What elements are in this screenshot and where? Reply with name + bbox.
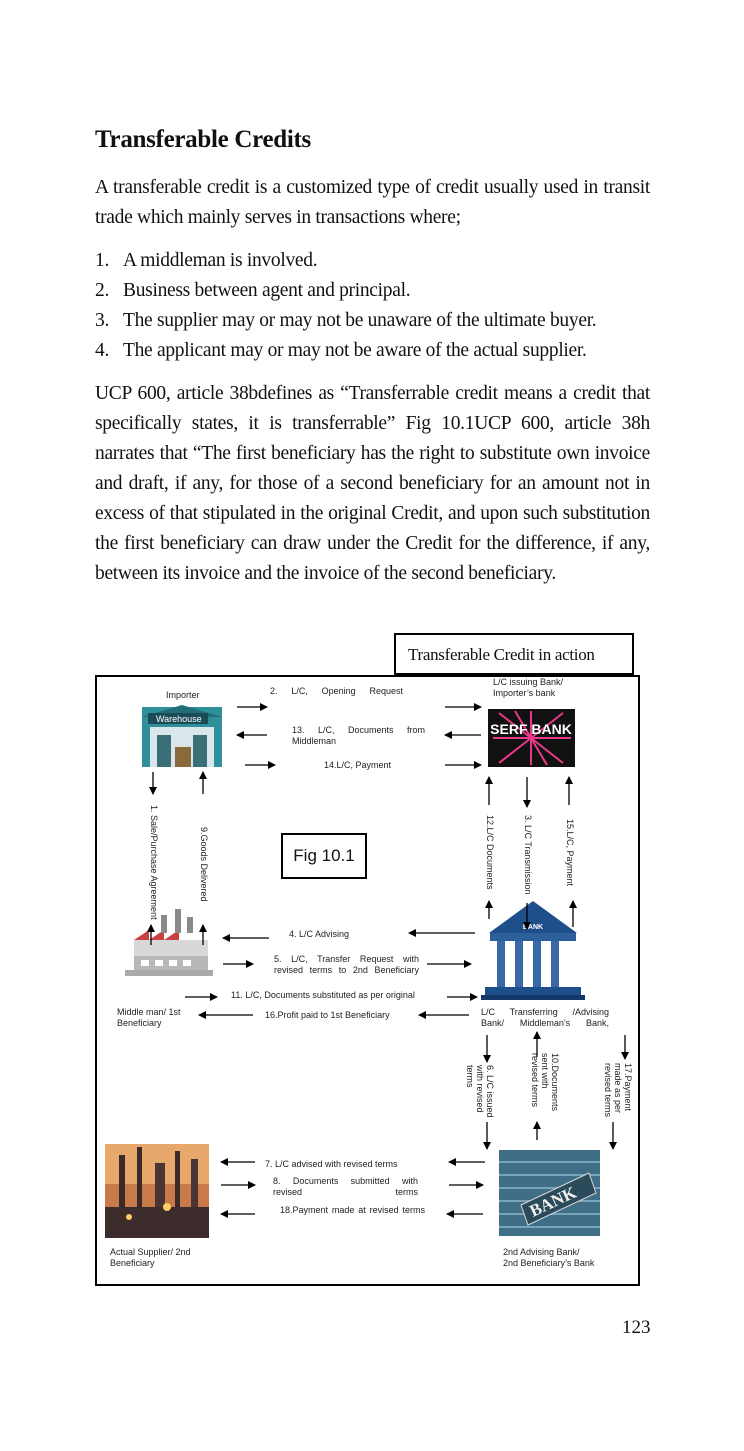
transferring-bank-label: L/C Transferring /Advising Bank/ Middleman’s Bank, <box>481 1007 609 1028</box>
bank-building-sign: BANK <box>522 924 544 931</box>
step-18-label: 18.Payment made at revised terms <box>280 1205 425 1215</box>
bank-tower-sign: BANK <box>526 1182 580 1221</box>
step-3-label: 3. L/C Transmission <box>523 815 533 895</box>
serf-bank-logo-icon <box>488 709 575 767</box>
step-1-label: 1. Sale/Purchase Agreement <box>149 805 159 920</box>
middleman-label: Middle man/ 1st Beneficiary <box>117 1007 181 1028</box>
list-item: 3. The supplier may or may not be unaware of the ultimate buyer. <box>95 310 597 331</box>
importer-label: Importer <box>166 690 200 700</box>
step-11-label: 11. L/C, Documents substituted as per original <box>231 990 415 1000</box>
step-14-label: 14.L/C, Payment <box>324 760 392 770</box>
step-2-label: 2. L/C, Opening Request <box>270 686 403 696</box>
step-10-label: 10.Documents sent with revised terms <box>530 1053 560 1112</box>
step-6-label: 6. L/C issued with revised terms <box>465 1065 495 1118</box>
ucp-paragraph: UCP 600, article 38bdefines as “Transferrable credit means a credit that specifically states, it is transferrable” Fig 10.1UCP 600, article 38h narrates that “The first beneficiary has the right to substitute own invoice and draft, if any, for those of a second beneficiary for an amount not in excess of that stipulated in the original Credit, and upon such substitution the first beneficiary can draw under the Credit for the difference, if any, between its invoice and the invoice of the second beneficiary. <box>95 383 650 584</box>
step-8-label: 8. Documents submitted with revised terms <box>273 1176 418 1197</box>
step-16-label: 16.Profit paid to 1st Beneficiary <box>265 1010 390 1020</box>
refinery-icon <box>105 1144 209 1238</box>
bank-building-icon <box>481 901 585 1000</box>
step-4-label: 4. L/C Advising <box>289 929 350 939</box>
warehouse-sign: Warehouse <box>156 714 202 724</box>
step-15-label: 15.L/C, Payment <box>565 819 575 887</box>
transferable-credit-diagram <box>95 675 640 1286</box>
step-9-label: 9.Goods Delivered <box>199 827 209 902</box>
step-17-label: 17.Payment made as per revised terms <box>603 1063 633 1118</box>
page-title: Transferable Credits <box>95 126 311 153</box>
step-12-label: 12.L/C Documents <box>485 815 495 890</box>
fig-label: Fig 10.1 <box>281 833 367 879</box>
conditions-list <box>95 246 596 366</box>
step-13-label: 13. L/C, Documents from Middleman <box>292 725 425 746</box>
second-bank-label: 2nd Advising Bank/ 2nd Beneficiary’s Bank <box>503 1247 595 1268</box>
page-number: 123 <box>622 1317 651 1338</box>
step-5-label: 5. L/C, Transfer Request with revised terms to 2nd Beneficiary <box>274 954 419 975</box>
list-item: 2. Business between agent and principal. <box>95 280 411 301</box>
list-item: 4. The applicant may or may not be aware of the actual supplier. <box>95 340 587 361</box>
diagram-caption: Transferable Credit in action <box>394 633 634 675</box>
serf-bank-name: SERF BANK <box>490 721 572 737</box>
intro-paragraph: A transferable credit is a customized type of credit usually used in transit trade which mainly serves in transactions where; <box>95 177 650 228</box>
issuing-bank-label: L/C issuing Bank/ Importer’s bank <box>493 677 564 698</box>
factory-icon <box>125 909 213 976</box>
list-item: 1. A middleman is involved. <box>95 250 318 271</box>
step-7-label: 7. L/C advised with revised terms <box>265 1159 398 1169</box>
supplier-label: Actual Supplier/ 2nd Beneficiary <box>110 1247 191 1268</box>
